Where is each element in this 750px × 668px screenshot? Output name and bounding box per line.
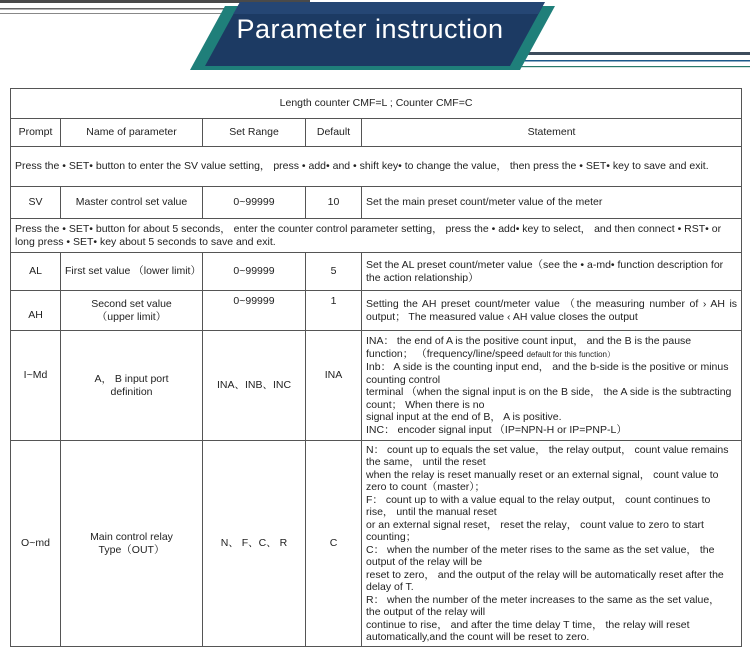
statement-omd-line: or an external signal reset， reset the relay， count value to zero to start counting； — [366, 518, 704, 543]
statement-imd — [362, 331, 742, 441]
statement-omd-line: F： count up to with a value equal to the relay output， count continues to rise， until the manual reset — [366, 493, 711, 518]
name-omd — [61, 441, 203, 647]
range-imd: INA、INB、INC — [203, 331, 306, 441]
statement-imd-line: signal input at the end of B， A is positive. — [366, 411, 562, 423]
name-imd — [61, 331, 203, 441]
prompt-ah: AH — [11, 291, 61, 331]
table-row — [11, 331, 742, 441]
parameter-table — [10, 88, 742, 647]
note-sv-setting: Press the • SET• button to enter the SV value setting， press • add• and • shift key• to change the value， then press the • SET• key to save and exit. — [11, 147, 742, 187]
prompt-imd: I~Md — [11, 331, 61, 441]
table-caption: Length counter CMF=L ; Counter CMF=C — [11, 89, 742, 119]
column-header-statement: Statement — [362, 119, 742, 147]
column-header-name: Name of parameter — [61, 119, 203, 147]
range-omd: N、 F、C、 R — [203, 441, 306, 647]
default-al: 5 — [306, 253, 362, 291]
name-imd-line1: A， B input port — [94, 373, 169, 385]
prompt-sv: SV — [11, 187, 61, 219]
table-row — [11, 291, 742, 331]
statement-imd-line: terminal （when the signal input is on the B side， the A side is the subtracting count； When there is no — [366, 386, 732, 411]
name-ah-line1: Second set value — [91, 298, 172, 310]
statement-sv: Set the main preset count/meter value of the meter — [362, 187, 742, 219]
name-omd-line2: Type（OUT） — [98, 543, 165, 556]
statement-omd-line: R： when the number of the meter increases to the same as the set value， the output of the relay will — [366, 593, 720, 618]
statement-omd — [362, 441, 742, 647]
default-ah: 1 — [306, 291, 362, 331]
table-row — [11, 253, 742, 291]
name-sv: Master control set value — [61, 187, 203, 219]
note-counter-setting: Press the • SET• button for about 5 seconds， enter the counter control parameter setting， press the • add• key to select， and then connect • RST• or long press • SET• key about 5 seconds to save and exit. — [11, 219, 742, 253]
table-row — [11, 187, 742, 219]
default-imd: INA — [306, 331, 362, 441]
statement-omd-line: continue to rise， and after the time delay T time， the relay will reset automatically,and the count will be reset to zero. — [366, 618, 690, 643]
name-ah-line2: （upper limit） — [96, 310, 167, 323]
table-row — [11, 441, 742, 647]
statement-imd-line: INC： encoder signal input （IP=NPN-H or IP=PNP-L） — [366, 423, 627, 436]
range-al: 0~99999 — [203, 253, 306, 291]
default-omd: C — [306, 441, 362, 647]
page-title: Parameter instruction — [236, 14, 504, 44]
statement-ah: Setting the AH preset count/meter value （the measuring number of › AH is output； The measured value ‹ AH value closes the output — [362, 291, 742, 331]
statement-imd-line: function； （frequency/line/speed default for this function） — [366, 347, 616, 360]
statement-omd-line: reset to zero， and the output of the relay will be automatically reset after the delay of T. — [366, 568, 724, 593]
prompt-omd: O~md — [11, 441, 61, 647]
default-sv: 10 — [306, 187, 362, 219]
range-ah: 0~99999 — [203, 291, 306, 331]
range-sv: 0~99999 — [203, 187, 306, 219]
statement-imd-line: Inb： A side is the counting input end， and the b-side is the positive or minus counting control — [366, 361, 729, 386]
column-header-default: Default — [306, 119, 362, 147]
table-header-row — [11, 119, 742, 147]
prompt-al: AL — [11, 253, 61, 291]
column-header-range: Set Range — [203, 119, 306, 147]
name-al: First set value （lower limit） — [61, 253, 203, 291]
statement-omd-line: N： count up to equals the set value， the relay output， count value remains the same， until the reset — [366, 443, 729, 468]
column-header-prompt: Prompt — [11, 119, 61, 147]
name-omd-line1: Main control relay — [90, 531, 173, 543]
name-ah — [61, 291, 203, 331]
statement-omd-line: when the relay is reset manually reset or an external signal， count value to zero to count（master）； — [366, 468, 719, 493]
statement-imd-line: INA： the end of A is the positive count input， and the B is the pause — [366, 335, 692, 347]
statement-omd-line: C： when the number of the meter rises to the same as the set value， the output of the relay will be — [366, 543, 715, 568]
header-banner — [0, 0, 750, 80]
statement-al: Set the AL preset count/meter value（see the • a-md• function description for the action relationship） — [362, 253, 742, 291]
name-imd-line2: definition — [110, 385, 153, 398]
